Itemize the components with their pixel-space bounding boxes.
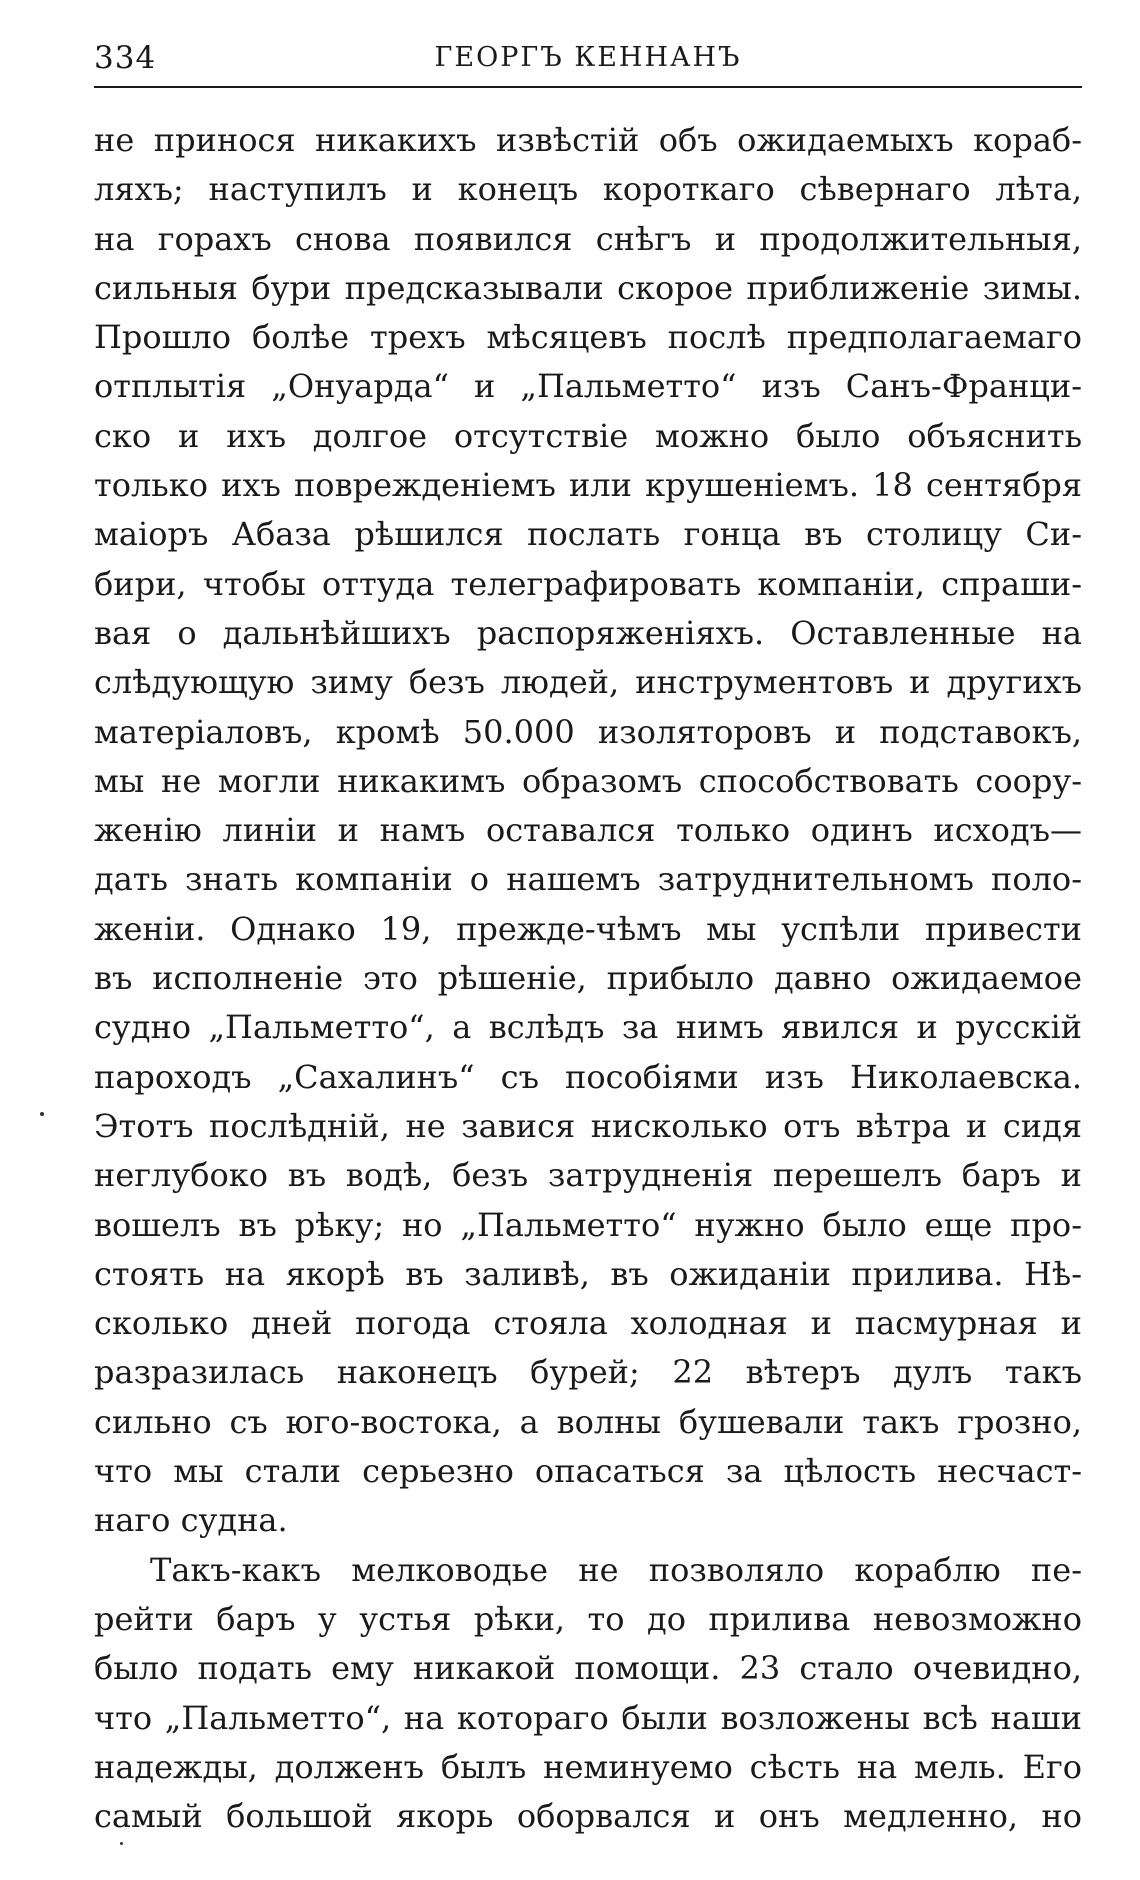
text-line: только ихъ поврежденіемъ или крушеніемъ. 18 сентября: [94, 466, 1082, 505]
text-line: было подать ему никакой помощи. 23 стало очевидно,: [94, 1649, 1082, 1688]
text-line: что „Пальметто“, на котораго были возложены всѣ наши: [94, 1698, 1082, 1737]
text-line: сколько дней погода стояла холодная и пасмурная и: [94, 1304, 1082, 1343]
text-line: сильно съ юго-востока, а волны бушевали такъ грозно,: [94, 1402, 1082, 1441]
text-line: самый большой якорь оборвался и онъ медленно, но: [94, 1797, 1082, 1836]
text-line: маіоръ Абаза рѣшился послать гонца въ столицу Си-: [94, 515, 1082, 554]
text-line: наго судна.: [94, 1501, 288, 1540]
text-line: на горахъ снова появился снѣгъ и продолжительныя,: [94, 219, 1082, 258]
text-line: вая о дальнѣйшихъ распоряженіяхъ. Оставленные на: [94, 613, 1082, 652]
text-line: неглубоко въ водѣ, безъ затрудненія перешелъ баръ и: [94, 1156, 1082, 1195]
text-line: не принося никакихъ извѣстій объ ожидаемыхъ кораб-: [94, 121, 1082, 159]
text-line: пароходъ „Сахалинъ“ съ пособіями изъ Николаевска.: [94, 1057, 1082, 1096]
text-line: женіи. Однако 19, прежде-чѣмъ мы успѣли привести: [94, 909, 1082, 948]
text-line: сильныя бури предсказывали скорое приближеніе зимы.: [94, 268, 1082, 307]
text-line: что мы стали серьезно опасаться за цѣлость несчаст-: [94, 1452, 1082, 1491]
text-line: мы не могли никакимъ образомъ способствовать соору-: [94, 761, 1082, 800]
text-line: бири, чтобы оттуда телеграфировать компаніи, спраши-: [94, 564, 1082, 603]
text-line: женію линіи и намъ оставался только одинъ исходъ—: [94, 811, 1082, 850]
text-line: дать знать компаніи о нашемъ затруднительномъ поло-: [94, 860, 1082, 899]
text-line: разразилась наконецъ бурей; 22 вѣтеръ дулъ такъ: [94, 1353, 1082, 1392]
text-line: Этотъ послѣдній, не завися нисколько отъ вѣтра и сидя: [94, 1106, 1082, 1145]
body-text: [94, 116, 1082, 1841]
page-header: [94, 36, 1082, 86]
print-speck: [120, 1842, 123, 1845]
text-line: ско и ихъ долгое отсутствіе можно было объяснить: [94, 416, 1082, 455]
text-line: ляхъ; наступилъ и конецъ короткаго сѣвернаго лѣта,: [94, 170, 1082, 209]
text-line: слѣдующую зиму безъ людей, инструментовъ и другихъ: [94, 663, 1082, 702]
text-line: рейти баръ у устья рѣки, то до прилива невозможно: [94, 1599, 1082, 1638]
header-rule: [94, 86, 1082, 88]
page-number: 334: [94, 40, 157, 76]
text-line: матеріаловъ, кромѣ 50.000 изоляторовъ и подставокъ,: [94, 712, 1082, 751]
running-title: ГЕОРГЪ КЕННАНЪ: [434, 42, 742, 73]
text-line: вошелъ въ рѣку; но „Пальметто“ нужно было еще про-: [94, 1205, 1082, 1244]
text-line: стоять на якорѣ въ заливѣ, въ ожиданіи прилива. Нѣ-: [94, 1254, 1082, 1293]
paragraph-1: [94, 116, 1082, 1546]
text-line: надежды, долженъ былъ неминуемо сѣсть на мель. Его: [94, 1747, 1082, 1786]
text-line: Прошло болѣе трехъ мѣсяцевъ послѣ предполагаемаго: [94, 318, 1082, 357]
text-line: Такъ-какъ мелководье не позволяло кораблю пе-: [150, 1550, 1082, 1589]
text-line: отплытія „Онуарда“ и „Пальметто“ изъ Санъ-Франци-: [94, 367, 1082, 406]
text-line: въ исполненіе это рѣшеніе, прибыло давно ожидаемое: [94, 959, 1082, 998]
text-line: судно „Пальметто“, а вслѣдъ за нимъ явился и русскій: [94, 1008, 1082, 1047]
paragraph-2: [94, 1546, 1082, 1842]
print-speck: [40, 1112, 44, 1116]
